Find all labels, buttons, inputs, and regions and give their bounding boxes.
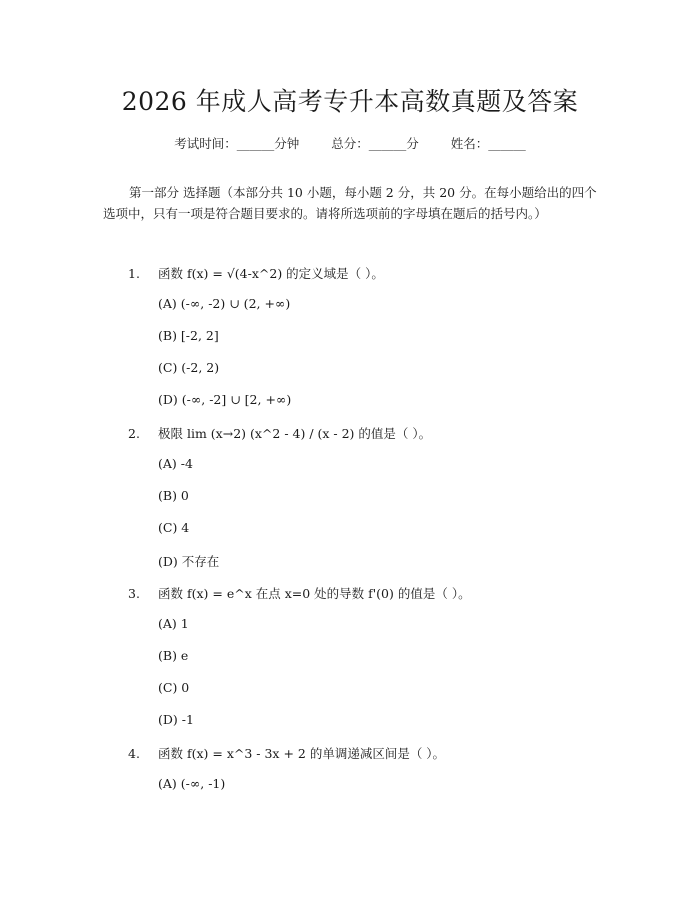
question-text: 极限 lim (x→2) (x^2 - 4) / (x - 2) 的值是（ ）。 <box>158 426 432 441</box>
exam-info-line <box>0 134 700 152</box>
question-3-option-d: (D) -1 <box>158 712 194 727</box>
question-3-option-b: (B) e <box>158 648 189 663</box>
exam-time-field: 考试时间：______分钟 <box>174 136 300 151</box>
question-1-option-d: (D) (-∞, -2] ∪ [2, +∞) <box>158 392 292 407</box>
page-title: 2026 年成人高考专升本高数真题及答案 <box>121 87 579 116</box>
question-1 <box>128 264 384 282</box>
question-text: 函数 f(x) = e^x 在点 x=0 处的导数 f'(0) 的值是（ ）。 <box>158 586 471 601</box>
question-1-option-a: (A) (-∞, -2) ∪ (2, +∞) <box>158 296 291 311</box>
question-text: 函数 f(x) = √(4-x^2) 的定义域是（ ）。 <box>158 266 384 281</box>
question-2-option-b: (B) 0 <box>158 488 189 503</box>
section-instructions: 第一部分 选择题（本部分共 10 小题，每小题 2 分，共 20 分。在每小题给出的四个选项中，只有一项是符合题目要求的。请将所选项前的字母填在题后的括号内。） <box>103 185 597 221</box>
question-3-option-c: (C) 0 <box>158 680 190 695</box>
question-2-option-d: (D) 不存在 <box>158 554 220 569</box>
total-score-field: 总分：______分 <box>331 136 419 151</box>
question-number: 2. <box>128 426 140 441</box>
question-4 <box>128 744 445 762</box>
question-number: 4. <box>128 746 140 761</box>
question-3-option-a: (A) 1 <box>158 616 189 631</box>
question-text: 函数 f(x) = x^3 - 3x + 2 的单调递减区间是（ ）。 <box>158 746 446 761</box>
question-2-option-a: (A) -4 <box>158 456 193 471</box>
name-field: 姓名：______ <box>450 136 526 151</box>
question-1-option-b: (B) [-2, 2] <box>158 328 219 343</box>
question-number: 3. <box>128 586 140 601</box>
question-3 <box>128 584 471 602</box>
question-2 <box>128 424 431 442</box>
question-2-option-c: (C) 4 <box>158 520 190 535</box>
question-1-option-c: (C) (-2, 2) <box>158 360 220 375</box>
question-number: 1. <box>128 266 140 281</box>
question-4-option-a: (A) (-∞, -1) <box>158 776 226 791</box>
